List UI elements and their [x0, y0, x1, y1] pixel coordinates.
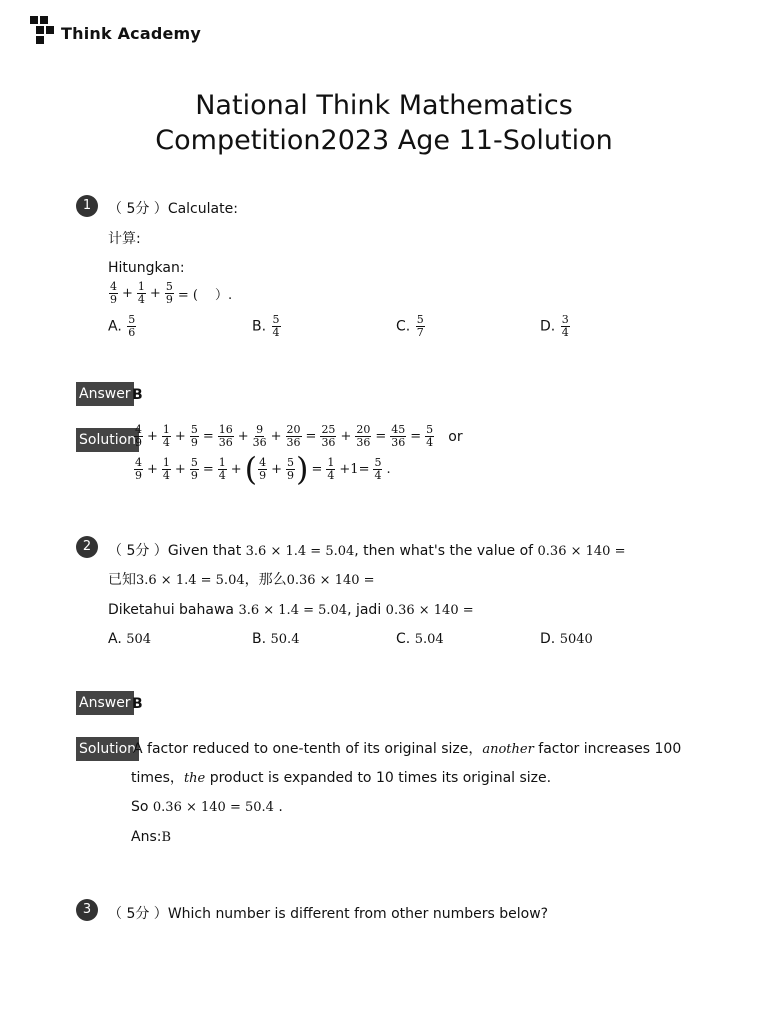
fraction: $\frac{4}{9}$	[110, 280, 117, 306]
solution-label: Solution	[76, 737, 139, 761]
question-2-prompt-zh: 已知3.6 × 1.4 = 5.04，那么0.36 × 140 =	[108, 572, 375, 588]
solution-line-1: $\frac{4}{9}$ + $\frac{1}{4}$ + $\frac{5}{9}$ = $\frac{16}{36}$ + $\frac{9}{36}$ + $\frac{20}{36}$ = $\frac{25}{36}$ + $\frac{20}{36}$ = $\frac{45}{36}$ = $\frac{5}{4}$ or	[135, 423, 463, 449]
answer-value: B	[132, 387, 143, 403]
fraction: $\frac{1}{4}$	[137, 280, 145, 306]
question-number-badge: 1	[76, 195, 98, 217]
prompt-text: Calculate:	[167, 201, 238, 217]
solution-line-2: $\frac{4}{9}$ + $\frac{1}{4}$ + $\frac{5}{9}$ = $\frac{1}{4}$ +( $\frac{4}{9}$ + $\frac{5}{9}$ ) = $\frac{1}{4}$ +1= $\frac{5}{4}$ .	[135, 450, 391, 488]
page-title-line2: Competition2023 Age 11-Solution	[155, 125, 613, 156]
option-a: A. 504	[108, 631, 152, 647]
answer-value: B	[132, 696, 143, 712]
question-1-expression: $\frac{4}{9}$ + $\frac{1}{4}$ + $\frac{5}{9}$ = ( ）.	[110, 280, 233, 306]
option-c: C. 5.04	[396, 631, 444, 647]
question-1-prompt-id: Hitungkan:	[108, 260, 185, 276]
option-d: D. 5040	[540, 631, 593, 647]
question-2-prompt-id: Diketahui bahawa 3.6 × 1.4 = 5.04, jadi 0.36 × 140 =	[108, 602, 474, 618]
question-number-badge: 2	[76, 536, 98, 558]
question-3-prompt-en: （ 5分 ）Which number is different from other numbers below?	[108, 906, 549, 922]
question-1-prompt-zh: 计算:	[108, 231, 141, 247]
points-label: （ 5分 ）	[108, 201, 168, 217]
option-c: C. $\frac{5}{7}$	[396, 313, 424, 339]
solution-label: Solution	[76, 428, 139, 452]
option-a: A. $\frac{5}{6}$	[108, 313, 136, 339]
brand-name: Think Academy	[61, 24, 202, 43]
question-number-badge: 3	[76, 899, 98, 921]
option-b: B. 50.4	[252, 631, 300, 647]
option-d: D. $\frac{3}{4}$	[540, 313, 569, 339]
question-2-prompt-en: （ 5分 ）Given that 3.6 × 1.4 = 5.04, then what's the value of 0.36 × 140 =	[108, 543, 626, 559]
option-b: B. $\frac{5}{4}$	[252, 313, 280, 339]
think-academy-logo-icon	[28, 14, 58, 52]
answer-label: Answer	[76, 691, 134, 715]
page-title-line1: National Think Mathematics	[195, 90, 573, 121]
solution-text-line-1: A factor reduced to one-tenth of its original size，another factor increases 100	[133, 741, 682, 757]
question-1-prompt-en	[108, 200, 238, 218]
solution-text-line-2: times，the product is expanded to 10 times its original size.	[131, 770, 552, 786]
solution-text-line-4: Ans:B	[131, 829, 172, 845]
solution-text-line-3: So 0.36 × 140 = 50.4 .	[131, 799, 283, 815]
fraction: $\frac{5}{9}$	[165, 280, 173, 306]
answer-label: Answer	[76, 382, 134, 406]
